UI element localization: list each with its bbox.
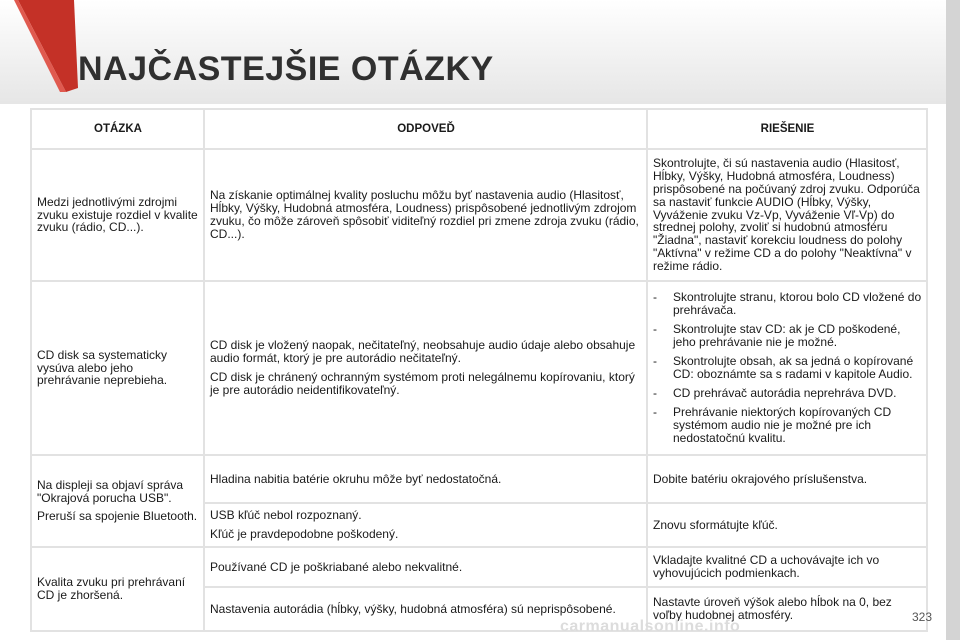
question-text: Na displeji sa objaví správa "Okrajová porucha USB".	[37, 477, 184, 505]
column-header-question: OTÁZKA	[31, 109, 204, 149]
table-row	[31, 281, 927, 455]
solution-list	[653, 291, 922, 445]
list-item: - Prehrávanie niektorých kopírovaných CD systémom audio nie je možné pre ich nedostatočnú kvalitu.	[653, 406, 922, 445]
answer-text: Kľúč je pravdepodobne poškodený.	[210, 527, 399, 541]
question-text: Kvalita zvuku pri prehrávaní CD je zhoršená.	[37, 575, 186, 602]
list-item: - Skontrolujte stranu, ktorou bolo CD vložené do prehrávača.	[653, 291, 922, 317]
solution-cell	[647, 149, 927, 281]
table-header-row	[31, 109, 927, 149]
question-cell	[31, 281, 204, 455]
solution-text: Znovu sformátujte kľúč.	[653, 517, 778, 532]
answer-cell	[204, 455, 647, 503]
header-red-corner-decoration	[0, 0, 80, 92]
question-text: CD disk sa systematicky vysúva alebo jeho prehrávanie neprebieha.	[37, 347, 168, 388]
watermark: carmanualsonline.info	[560, 618, 741, 635]
answer-text: Nastavenia autorádia (hĺbky, výšky, hudobná atmosféra) sú neprispôsobené.	[210, 601, 616, 616]
page-title: NAJČASTEJŠIE OTÁZKY	[78, 50, 494, 88]
solution-cell	[647, 455, 927, 503]
right-edge-bar	[946, 0, 960, 640]
solution-text: Vkladajte kvalitné CD a uchovávajte ich vo vyhovujúcich podmienkach.	[653, 553, 880, 580]
column-header-solution: RIEŠENIE	[647, 109, 927, 149]
answer-text: Používané CD je poškriabané alebo nekvalitné.	[210, 559, 463, 574]
solution-cell	[647, 547, 927, 587]
list-item: - Skontrolujte obsah, ak sa jedná o kopírované CD: oboznámte sa s radami v kapitole Audio.	[653, 355, 922, 381]
question-cell	[31, 547, 204, 631]
solution-text: Dobite batériu okrajového príslušenstva.	[653, 471, 868, 486]
solution-cell	[647, 281, 927, 455]
answer-cell	[204, 281, 647, 455]
answer-cell	[204, 547, 647, 587]
answer-text: Hladina nabitia batérie okruhu môže byť nedostatočná.	[210, 471, 502, 486]
faq-table	[30, 108, 928, 632]
list-item: - CD prehrávač autorádia neprehráva DVD.	[653, 387, 922, 400]
solution-text: Nastavte úroveň výšok alebo hĺbok na 0, bez voľby hudobnej atmosféry.	[653, 595, 892, 622]
solution-cell	[647, 503, 927, 547]
solution-text: Skontrolujte, či sú nastavenia audio (Hlasitosť, Hĺbky, Výšky, Hudobná atmosféra, Loudness) prispôsobené na počúvaný zdroj zvuku. Odporúča sa nastaviť funkcie AUDIO (Hĺbky, Výšky, Vyváženie zvuku Vz-Vp, Vyváženie Vľ-Vp) do strednej polohy, zvoliť si hudobnú atmosféru "Žiadna", nastaviť korekciu loudness do polohy "Aktívna" v režime CD a do polohy "Neaktívna" v režime rádio.	[653, 155, 920, 274]
list-item: - Skontrolujte stav CD: ak je CD poškodené, jeho prehrávanie nie je možné.	[653, 323, 922, 349]
table-row	[31, 547, 927, 587]
column-header-answer: ODPOVEĎ	[204, 109, 647, 149]
question-text: Medzi jednotlivými zdrojmi zvuku existuje rozdiel v kvalite zvuku (rádio, CD...).	[37, 194, 198, 235]
answer-text: CD disk je chránený ochranným systémom proti nelegálnemu kopírovaniu, ktorý je pre autorádio neidentifikovateľný.	[210, 370, 635, 397]
table-row	[31, 455, 927, 503]
question-text: Preruší sa spojenie Bluetooth.	[37, 509, 198, 524]
answer-text: Na získanie optimálnej kvality posluchu môžu byť nastavenia audio (Hlasitosť, Hĺbky, Výšky, Hudobná atmosféra, Loudness) prispôsobené jednotlivým zdrojom zvuku, čo môže zároveň spôsobiť viditeľný rozdiel pri zmene zdroja zvuku (rádio, CD...).	[210, 188, 639, 241]
table-row	[31, 149, 927, 281]
page-number: 323	[911, 610, 932, 624]
answer-text: CD disk je vložený naopak, nečitateľný, neobsahuje audio údaje alebo obsahuje audio formát, ktorý je pre autorádio nečitateľný.	[210, 338, 636, 366]
question-cell	[31, 455, 204, 547]
answer-cell	[204, 503, 647, 547]
question-cell	[31, 149, 204, 281]
answer-text: USB kľúč nebol rozpoznaný.	[210, 508, 362, 523]
answer-cell	[204, 149, 647, 281]
